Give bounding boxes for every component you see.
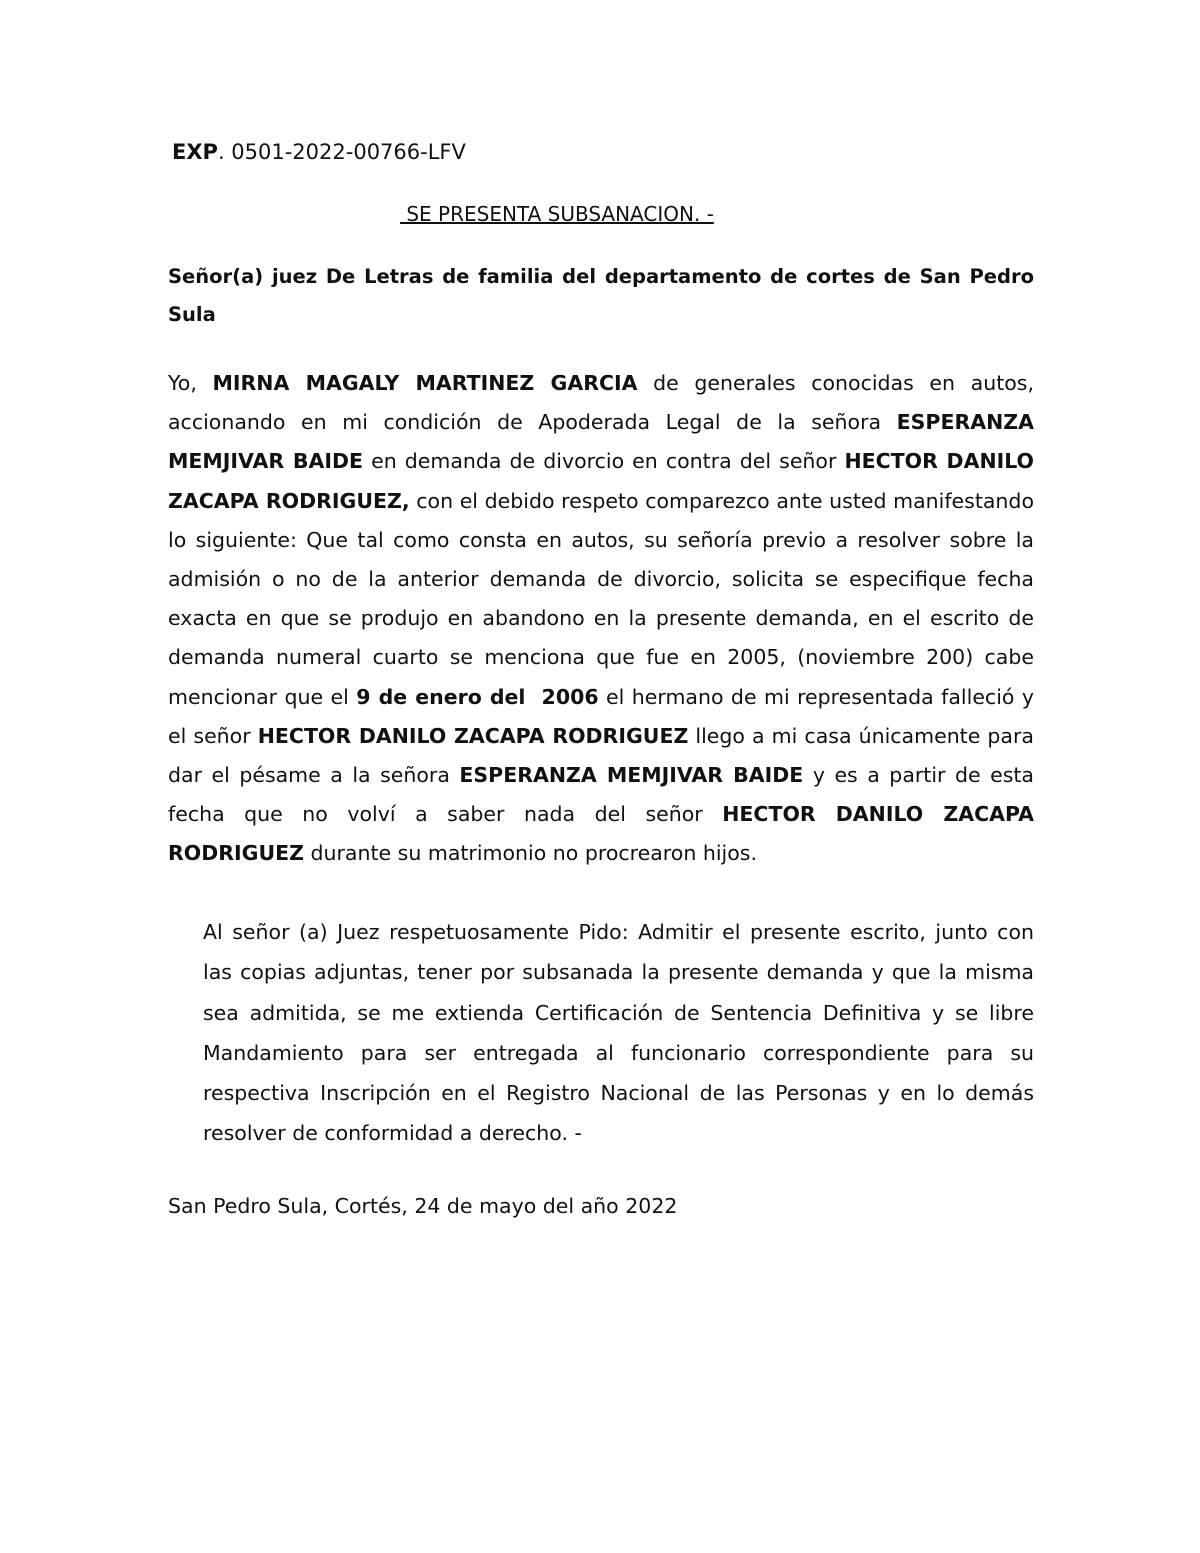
document-title: SE PRESENTA SUBSANACION. -: [400, 202, 714, 226]
defendant-name: HECTOR DANILO ZACAPA RODRIGUEZ: [168, 802, 1035, 866]
attorney-name: MIRNA MAGALY MARTINEZ GARCIA: [212, 371, 638, 395]
date-bold: 9 de enero del 2006: [356, 684, 599, 709]
body-paragraph: [168, 364, 1034, 874]
body-text-6: llego a mi casa únicamente para dar el pésame a la señora: [168, 723, 1034, 788]
case-number: [172, 140, 466, 164]
place-and-date: San Pedro Sula, Cortés, 24 de mayo del año 2022: [168, 1194, 678, 1218]
client-name: ESPERANZA MEMJIVAR BAIDE: [459, 763, 804, 788]
body-text-4: con el debido respeto comparezco ante usted manifestando lo siguiente: Que tal como consta en autos, su señoría previo a resolver sobre la admisión o no de la anterior demanda de divorcio, solicita se especifique fecha exacta en que se produjo en abandono en la presente demanda, en el escrito de demanda numeral cuarto se menciona que fue en 2005, (noviembre 200) cabe mencionar que el: [168, 488, 1034, 709]
case-number-label: EXP: [172, 140, 218, 164]
body-text-7: y es a partir de esta fecha que no volví a saber nada del señor: [168, 763, 1034, 827]
client-name: ESPERANZA MEMJIVAR BAIDE: [168, 410, 1034, 474]
body-text-2: de generales conocidas en autos, accionando en mi condición de Apoderada Legal de la señora: [168, 371, 1034, 435]
defendant-name: HECTOR DANILO ZACAPA RODRIGUEZ: [257, 723, 689, 748]
body-text-3: en demanda de divorcio en contra del señor: [363, 449, 845, 474]
case-number-value: . 0501-2022-00766-LFV: [217, 140, 466, 164]
body-text-5: el hermano de mi representada falleció y el señor: [168, 684, 1034, 748]
defendant-name: HECTOR DANILO ZACAPA RODRIGUEZ,: [168, 449, 1034, 513]
addressee: Señor(a) juez De Letras de familia del departamento de cortes de San Pedro Sula: [168, 265, 1034, 326]
body-text-8: durante su matrimonio no procrearon hijos.: [303, 841, 757, 866]
petition-paragraph: Al señor (a) Juez respetuosamente Pido: Admitir el presente escrito, junto con las copias adjuntas, tener por subsanada la presente demanda y que la misma sea admitida, se me extienda Certificación de Sentencia Definitiva y se libre Mandamiento para ser entregada al funcionario correspondiente para su respectiva Inscripción en el Registro Nacional de las Personas y en lo demás resolver de conformidad a derecho. -: [203, 920, 1034, 1146]
body-text-1: Yo,: [168, 371, 213, 395]
